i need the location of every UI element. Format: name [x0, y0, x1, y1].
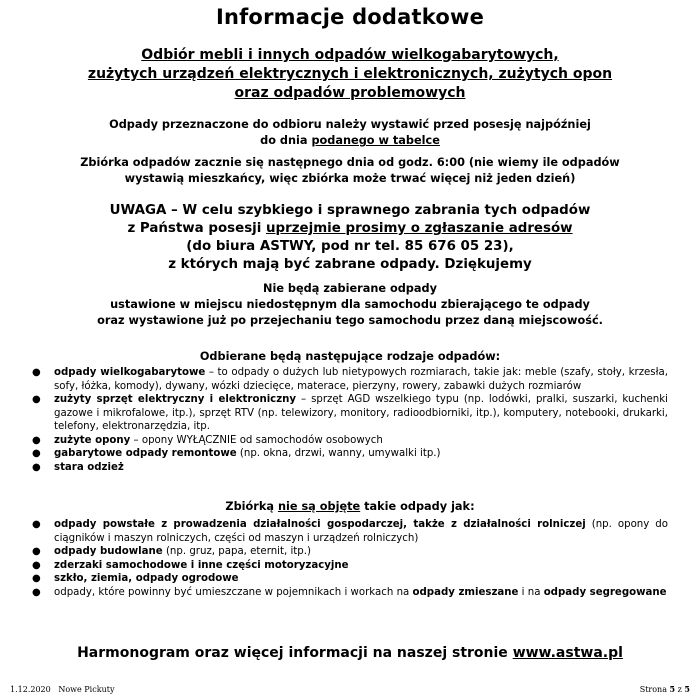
heading-line: zużytych urządzeń elektrycznych i elektronicznych, zużytych opon: [87, 66, 613, 82]
website-link[interactable]: www.astwa.pl: [512, 645, 623, 661]
list-item: [30, 586, 668, 600]
text-span: Harmonogram oraz więcej informacji na naszej stronie: [77, 645, 513, 661]
bullet-icon: ●: [32, 461, 41, 473]
item-bold: stara odzież: [54, 461, 124, 473]
item-bold: odpady budowlane: [54, 546, 163, 557]
warning-notice: [0, 202, 700, 274]
bullet-icon: ●: [32, 573, 41, 584]
paragraph-line: Nie będą zabierane odpady: [263, 282, 437, 295]
page-number: [640, 684, 690, 694]
page-title: Informacje dodatkowe: [215, 5, 485, 29]
item-bold: odpady wielkogabarytowe: [54, 367, 206, 378]
list-item: [30, 461, 668, 475]
paragraph-line: [0, 133, 700, 149]
item-text: (np. okna, drzwi, wanny, umywalki itp.): [236, 448, 441, 459]
excluded-list: [30, 518, 668, 599]
warning-line: UWAGA – W celu szybkiego i sprawnego zabrania tych odpadów: [109, 203, 591, 218]
item-bold: szkło, ziemia, odpady ogrodowe: [54, 573, 239, 584]
bullet-icon: ●: [32, 367, 41, 378]
bullet-icon: ●: [32, 448, 41, 459]
text-span: takie odpady jak:: [360, 500, 475, 513]
list-item: [30, 366, 668, 393]
item-bold: gabarytowe odpady remontowe: [54, 448, 237, 459]
item-text: – opony WYŁĄCZNIE od samochodów osobowych: [130, 434, 383, 446]
collected-list-title: Odbierane będą następujące rodzaje odpadów:: [199, 350, 501, 363]
item-bold: odpady zmieszane: [412, 586, 519, 598]
item-bold: odpady powstałe z prowadzenia działalności gospodarczej, także z działalności rolniczej: [54, 519, 586, 530]
list-item: [30, 572, 668, 586]
item-text: (np. opony do ciągników i maszyn rolniczych, części od maszyn i urządzeń rolniczych): [54, 519, 668, 544]
bullet-icon: ●: [32, 546, 41, 557]
deadline-paragraph: [0, 117, 700, 149]
text-span: do dnia: [260, 134, 312, 147]
paragraph-line: Odpady przeznaczone do odbioru należy wystawić przed posesję najpóźniej: [109, 118, 591, 131]
item-bold: zużyty sprzęt elektryczny i elektroniczny: [54, 394, 297, 405]
footer-date: 1.12.2020: [10, 685, 51, 694]
bullet-icon: ●: [32, 559, 41, 571]
item-bold: odpady segregowane: [543, 586, 667, 598]
item-text: – sprzęt AGD wszelkiego typu (np. lodówki, pralki, suszarki, kuchenki gazowe i mikrofalowe, itp.), sprzęt RTV (np. telewizory, monitory, radioodbiorniki, itp.), komputery, notebooki, drukarki, telefony, elektronarzędzia, itp.: [54, 394, 668, 432]
item-text: – to odpady o dużych lub nietypowych rozmiarach, takie jak: meble (szafy, stoły, krzesła, sofy, łóżka, komody), dywany, wózki dziecięce, materace, pierzyny, rowery, zabawki dużych rozmiarów: [54, 367, 668, 392]
page-of: z: [677, 685, 682, 694]
bullet-icon: ●: [32, 434, 41, 446]
page-total: 5: [684, 684, 690, 694]
list-item: [30, 545, 668, 559]
bullet-icon: ●: [32, 519, 41, 530]
item-bold: zużyte opony: [54, 434, 131, 446]
text-span: Zbiórką: [225, 500, 278, 513]
page-current: 5: [669, 684, 676, 694]
item-text: i na: [518, 586, 544, 598]
collection-start-paragraph: [0, 155, 700, 187]
warning-line: [0, 220, 700, 238]
list-item: [30, 434, 668, 448]
heading-line: Odbiór mebli i innych odpadów wielkogabarytowych,: [141, 47, 559, 63]
heading-line: oraz odpadów problemowych: [234, 85, 466, 101]
list-item: [30, 518, 668, 545]
item-bold: zderzaki samochodowe i inne części motoryzacyjne: [54, 559, 349, 571]
underlined-text: uprzejmie prosimy o zgłaszanie adresów: [266, 221, 573, 236]
footer-place: Nowe Pickuty: [58, 685, 115, 694]
list-item: [30, 559, 668, 573]
collected-list: [30, 366, 668, 474]
text-span: z Państwa posesji: [127, 221, 267, 236]
list-item: [30, 447, 668, 461]
underlined-text: nie są objęte: [277, 500, 361, 513]
underlined-text: podanego w tabelce: [311, 134, 440, 147]
paragraph-line: oraz wystawione już po przejechaniu tego samochodu przez daną miejscowość.: [97, 314, 603, 327]
bullet-icon: ●: [32, 586, 41, 598]
not-collected-paragraph: [0, 281, 700, 329]
paragraph-line: wystawią mieszkańcy, więc zbiórka może trwać więcej niż jeden dzień): [124, 172, 576, 185]
item-text: odpady, które powinny być umieszczane w pojemnikach i workach na: [54, 586, 413, 598]
page-label: Strona: [639, 685, 667, 694]
section-heading: [0, 46, 700, 103]
paragraph-line: Zbiórka odpadów zacznie się następnego dnia od godz. 6:00 (nie wiemy ile odpadów: [80, 156, 620, 169]
list-item: [30, 393, 668, 434]
bullet-icon: ●: [32, 394, 41, 405]
excluded-list-title: [0, 500, 700, 513]
item-text: (np. gruz, papa, eternit, itp.): [162, 546, 311, 557]
warning-line: (do biura ASTWY, pod nr tel. 85 676 05 23),: [186, 239, 514, 254]
warning-line: z których mają być zabrane odpady. Dziękujemy: [168, 257, 532, 272]
footer-date-place: [10, 685, 114, 694]
paragraph-line: ustawione w miejscu niedostępnym dla samochodu zbierającego te odpady: [110, 298, 590, 311]
website-info: [0, 645, 700, 661]
